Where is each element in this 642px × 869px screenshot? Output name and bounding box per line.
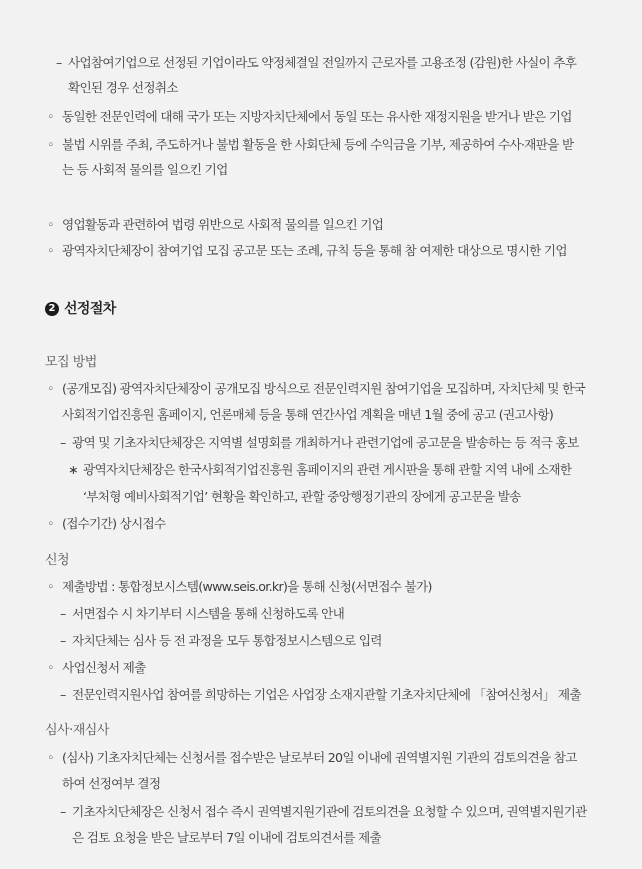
asterisk-marker: ∗ — [68, 462, 79, 477]
bullet-marker: ◦ — [47, 516, 55, 531]
text-line: 사업신청서 제출 — [62, 660, 146, 675]
bullet-marker: ◦ — [47, 750, 55, 765]
text-line: 기초자치단체장은 신청서 접수 즉시 권역별지원기관에 검토의견을 요청할 수 있으며, 권역별지원기관 — [72, 804, 587, 819]
dash-marker: – — [60, 435, 67, 450]
text-line: 자치단체는 심사 등 전 과정을 모두 통합정보시스템으로 입력 — [72, 633, 382, 648]
text-line: 영업활동과 관련하여 법령 위반으로 사회적 물의를 일으킨 기업 — [62, 217, 384, 232]
text-line: 은 검토 요청을 받은 날로부터 7일 이내에 검토의견서를 제출 — [72, 830, 381, 845]
text-line: 광역자치단체장은 한국사회적기업진흥원 홈페이지의 관련 게시판을 통해 관할 지역 내에 소재한 — [83, 462, 572, 477]
dash-marker: – — [60, 804, 67, 819]
bullet-marker: ◦ — [47, 109, 55, 124]
dash-marker: – — [60, 606, 67, 621]
dash-marker: – — [60, 633, 67, 648]
text-line: 서면접수 시 차기부터 시스템을 통해 신청하도록 안내 — [72, 606, 345, 621]
text-line: 사업참여기업으로 선정된 기업이라도 약정체결일 전일까지 근로자를 고용조정 (감원)한 사실이 추후 — [68, 55, 577, 70]
bullet-marker: ◦ — [47, 381, 55, 396]
section-number-badge: 2 — [45, 302, 59, 316]
text-line: 광역자치단체장이 참여기업 모집 공고문 또는 조례, 규칙 등을 통해 참 여제한 대상으로 명시한 기업 — [62, 243, 567, 258]
text-line: (심사) 기초자치단체는 신청서를 접수받은 날로부터 20일 이내에 권역별지원 기관의 검토의견을 참고 — [62, 750, 577, 765]
text-line: (공개모집) 광역자치단체장이 공개모집 방식으로 전문인력지원 참여기업을 모집하며, 자치단체 및 한국 — [62, 381, 586, 396]
text-line: 광역 및 기초자치단체장은 지역별 설명회를 개최하거나 관련기업에 공고문을 발송하는 등 적극 홍보 — [72, 435, 579, 450]
bullet-marker: ◦ — [47, 579, 55, 594]
text-line: 는 등 사회적 물의를 일으킨 기업 — [62, 162, 228, 177]
text-line: 불법 시위를 주최, 주도하거나 불법 활동을 한 사회단체 등에 수익금을 기부, 제공하여 수사·재판을 받 — [62, 137, 574, 152]
text-line: 동일한 전문인력에 대해 국가 또는 지방자치단체에서 동일 또는 유사한 재정지원을 받거나 받은 기업 — [62, 109, 572, 124]
text-line: 사회적기업진흥원 홈페이지, 언론매체 등을 통해 연간사업 계획을 매년 1월 중에 공고 (권고사항) — [62, 407, 554, 422]
section-title: 선정절차 — [64, 301, 116, 317]
text-line: 제출방법 : 통합정보시스템(www.seis.or.kr)을 통해 신청(서면접수 불가) — [62, 579, 432, 594]
subsection-heading: 신청 — [45, 553, 70, 568]
text-line: 하여 선정여부 결정 — [62, 776, 161, 791]
subsection-heading: 심사·재심사 — [45, 723, 109, 738]
subsection-heading: 모집 방법 — [45, 355, 97, 370]
text-line: ‘부처형 예비사회적기업’ 현황을 확인하고, 관할 중앙행정기관의 장에게 공고문을 발송 — [83, 489, 521, 504]
bullet-marker: ◦ — [47, 660, 55, 675]
bullet-marker: ◦ — [47, 243, 55, 258]
bullet-marker: ◦ — [47, 217, 55, 232]
text-line: (접수기간) 상시접수 — [62, 516, 166, 531]
dash-marker: – — [60, 687, 67, 702]
text-line: 전문인력지원사업 참여를 희망하는 기업은 사업장 소재지관할 기초자치단체에 「참여신청서」 제출 — [72, 687, 581, 702]
bullet-marker: ◦ — [47, 137, 55, 152]
dash-marker: – — [56, 55, 63, 70]
text-line: 확인된 경우 선정취소 — [68, 80, 178, 95]
